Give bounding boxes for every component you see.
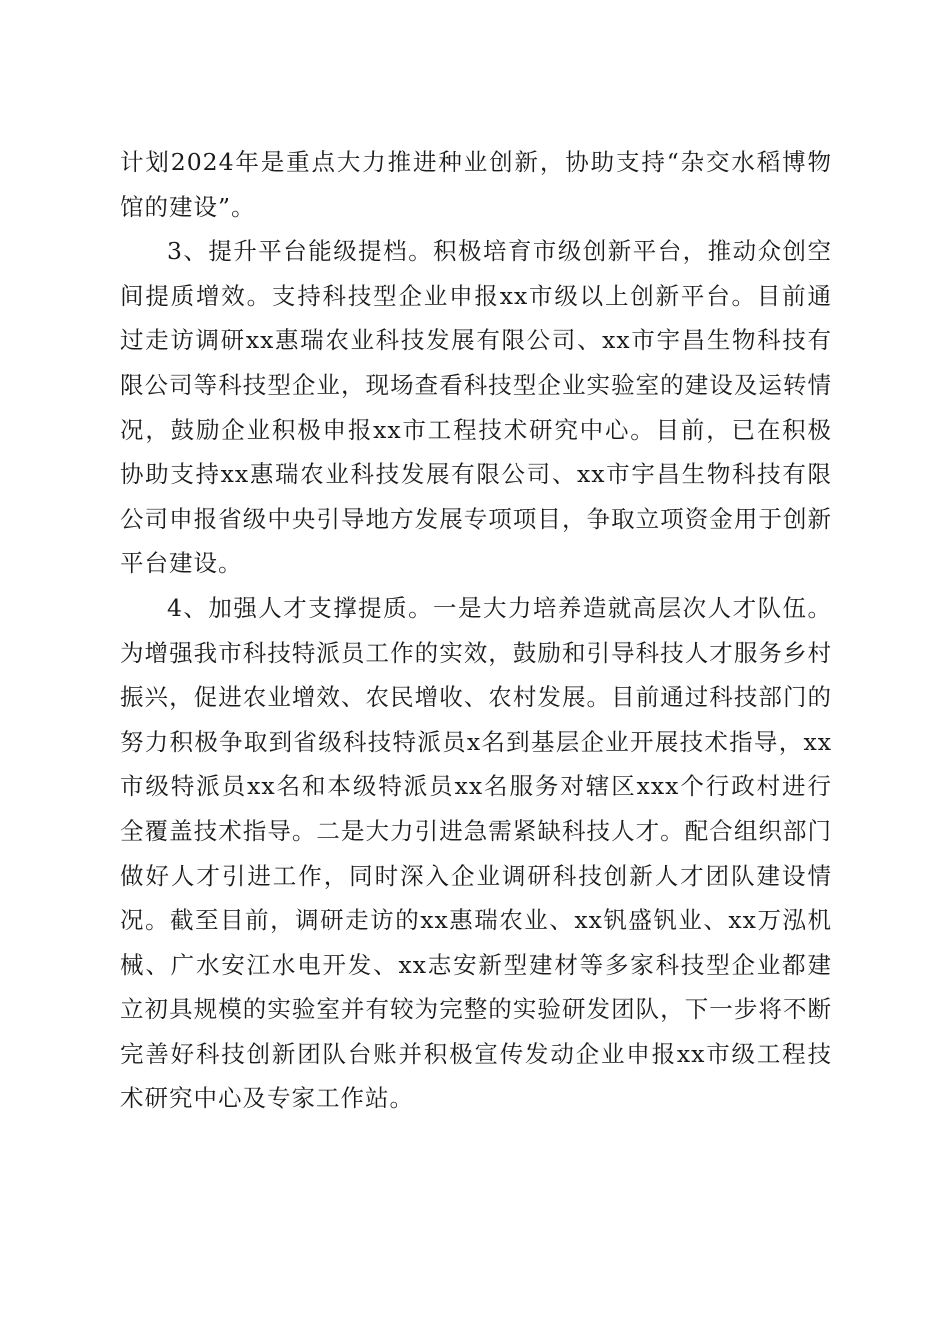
paragraph-platform-upgrade: 3、提升平台能级提档。积极培育市级创新平台，推动众创空间提质增效。支持科技型企业申报xx市级以上创新平台。目前通过走访调研xx惠瑞农业科技发展有限公司、xx市宇昌生物科技有限公司等科技型企业，现场查看科技型企业实验室的建设及运转情况，鼓励企业积极申报xx市工程技术研究中心。目前，已在积极协助支持xx惠瑞农业科技发展有限公司、xx市宇昌生物科技有限公司申报省级中央引导地方发展专项项目，争取立项资金用于创新平台建设。	[120, 237, 832, 578]
paragraph-continuation: 计划2024年是重点大力推进种业创新，协助支持“杂交水稻博物馆的建设”。	[120, 148, 832, 221]
document-body	[120, 140, 832, 1121]
paragraph-talent-support: 4、加强人才支撑提质。一是大力培养造就高层次人才队伍。为增强我市科技特派员工作的实效，鼓励和引导科技人才服务乡村振兴，促进农业增效、农民增收、农村发展。目前通过科技部门的努力积极争取到省级科技特派员x名到基层企业开展技术指导，xx市级特派员xx名和本级特派员xx名服务对辖区xxx个行政村进行全覆盖技术指导。二是大力引进急需紧缺科技人才。配合组织部门做好人才引进工作，同时深入企业调研科技创新人才团队建设情况。截至目前，调研走访的xx惠瑞农业、xx钒盛钒业、xx万泓机械、广水安江水电开发、xx志安新型建材等多家科技型企业都建立初具规模的实验室并有较为完整的实验研发团队，下一步将不断完善好科技创新团队台账并积极宣传发动企业申报xx市级工程技术研究中心及专家工作站。	[120, 593, 832, 1113]
